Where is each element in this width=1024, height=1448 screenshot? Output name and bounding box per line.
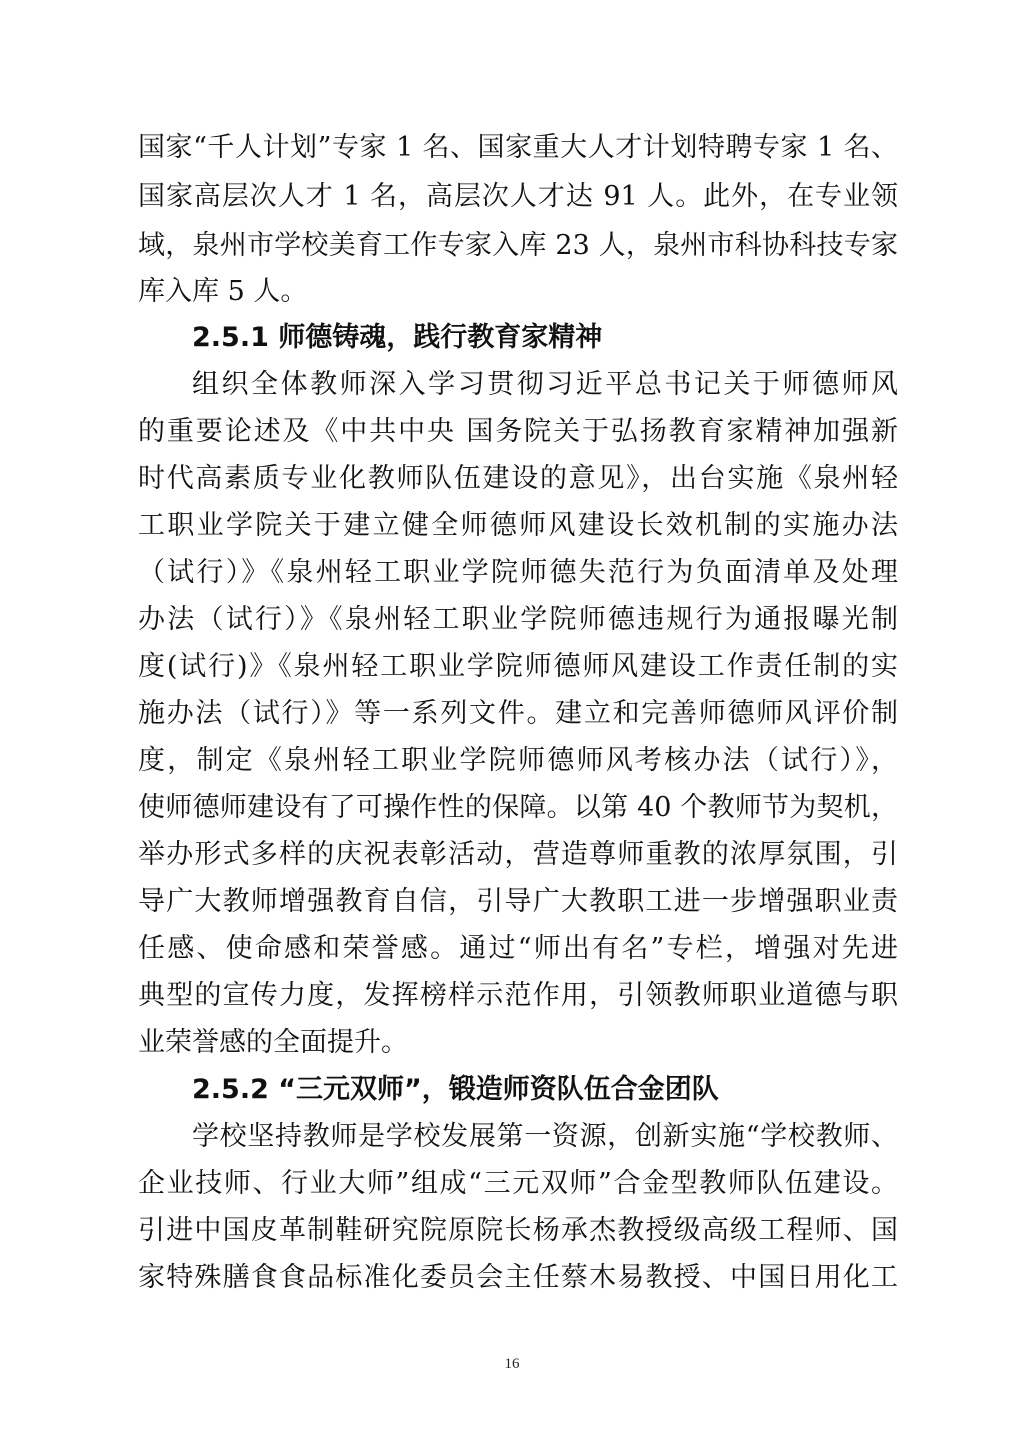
paragraph-line: 典型的宣传力度，发挥榜样示范作用，引领教师职业道德与职 <box>138 980 898 1011</box>
paragraph-line: 度(试行)》《泉州轻工职业学院师德师风建设工作责任制的实 <box>138 651 898 682</box>
paragraph-line: 使师德师建设有了可操作性的保障。以第 40 个教师节为契机， <box>138 792 898 823</box>
paragraph-line: 度，制定《泉州轻工职业学院师德师风考核办法（试行）》， <box>138 745 898 776</box>
paragraph-line: 学校坚持教师是学校发展第一资源，创新实施“学校教师、 <box>192 1121 898 1152</box>
paragraph-line: 库入库 5 人。 <box>138 276 308 307</box>
paragraph-line: （试行）》《泉州轻工职业学院师德失范行为负面清单及处理 <box>138 557 898 588</box>
paragraph-line: 的重要论述及《中共中央 国务院关于弘扬教育家精神加强新 <box>138 416 898 447</box>
paragraph-line: 施办法（试行）》等一系列文件。建立和完善师德师风评价制 <box>138 698 898 729</box>
paragraph-line: 工职业学院关于建立健全师德师风建设长效机制的实施办法 <box>138 510 898 541</box>
paragraph-line: 导广大教师增强教育自信，引导广大教职工进一步增强职业责 <box>138 886 898 917</box>
section-heading-2-5-2: 2.5.2 “三元双师”，锻造师资队伍合金团队 <box>192 1074 719 1105</box>
paragraph-line: 任感、使命感和荣誉感。通过“师出有名”专栏，增强对先进 <box>138 933 898 964</box>
paragraph-line: 国家“千人计划”专家 1 名、国家重大人才计划特聘专家 1 名、 <box>138 132 898 163</box>
paragraph-line: 组织全体教师深入学习贯彻习近平总书记关于师德师风 <box>192 369 898 400</box>
paragraph-line: 业荣誉感的全面提升。 <box>138 1027 408 1058</box>
paragraph-line: 国家高层次人才 1 名，高层次人才达 91 人。此外，在专业领 <box>138 181 898 212</box>
paragraph-line: 办法（试行）》《泉州轻工职业学院师德违规行为通报曝光制 <box>138 604 898 635</box>
page-number: 16 <box>504 1356 520 1372</box>
paragraph-line: 举办形式多样的庆祝表彰活动，营造尊师重教的浓厚氛围，引 <box>138 839 898 870</box>
paragraph-line: 域，泉州市学校美育工作专家入库 23 人，泉州市科协科技专家 <box>138 230 898 261</box>
section-heading-2-5-1: 2.5.1 师德铸魂，践行教育家精神 <box>192 322 603 353</box>
paragraph-line: 引进中国皮革制鞋研究院原院长杨承杰教授级高级工程师、国 <box>138 1215 898 1246</box>
paragraph-line: 时代高素质专业化教师队伍建设的意见》，出台实施《泉州轻 <box>138 463 898 494</box>
paragraph-line: 企业技师、行业大师”组成“三元双师”合金型教师队伍建设。 <box>138 1168 898 1199</box>
paragraph-line: 家特殊膳食食品标准化委员会主任蔡木易教授、中国日用化工 <box>138 1262 898 1293</box>
